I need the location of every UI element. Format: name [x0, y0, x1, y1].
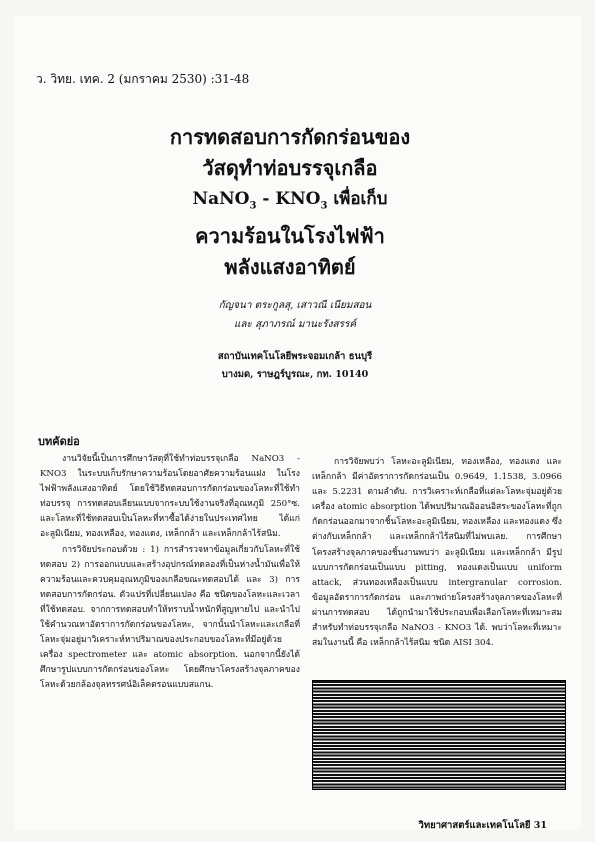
abstract-heading: บทคัดย่อ	[38, 435, 80, 448]
abstract-left-column	[40, 452, 300, 694]
title-line-4: ความร้อนในโรงไฟฟ้า	[195, 224, 385, 249]
title-line-3-end: เพื่อเก็บ	[327, 189, 388, 209]
abstract-paragraph-2: การวิจัยประกอบด้วย : 1) การสำรวจหาข้อมูลเกี่ยวกับโลหะที่ใช้ทดสอบ 2) การออกแบบและสร้างอุปกรณ์ทดลองที่เป็นห่างน้ำมันเพื่อให้ความร้อนและควบคุมอุณหภูมิของเกลือขณะทดสอบได้ และ 3) การทดสอบการกัดกร่อน. ตัวแปรที่เปลี่ยนแปลง คือ ชนิดของโลหะและเวลาที่ใช้ทดสอบ. จากการทดสอบทำให้ทราบน้ำหนักที่สูญหายไป และนำไปใช้คำนวณหาอัตราการกัดกร่อนของโลหะ, จากนั้นนำโลหะและเกลือที่โลหะจุ่มอยู่มาวิเคราะห์หาปริมาณของประกอบของโลหะที่มีอยู่ด้วยเครื่อง spectrometer และ atomic absorption. นอกจากนี้ยังได้ศึกษารูปแบบการกัดกร่อนของโลหะ โดยศึกษาโครงสร้างจุลภาคของโลหะด้วยกล้องจุลทรรศน์อิเล็คตรอนแบบสแกน.	[40, 544, 300, 691]
authors-line-1: กัญจนา ตระกูลสุ, เสาวณี เนียมสอน	[218, 300, 372, 311]
affiliation-line-1: สถาบันเทคโนโลยีพระจอมเกล้า ธนบุรี	[217, 351, 373, 362]
abstract-paragraph-1: งานวิจัยนี้เป็นการศึกษาวัสดุที่ใช้ทำท่อบรรจุเกลือ NaNO3 - KNO3 ในระบบเก็บรักษาความร้อนโดยอาศัยความร้อนแฝง ในโรงไฟฟ้าพลังแสงอาทิตย์ โดยใช้วิธีทดสอบการกัดกร่อนของโลหะที่ใช้ทำท่อบรรจุ การทดสอบเลียนแบบจากระบบใช้งานจริงที่อุณหภูมิ 250°ซ. และโลหะที่ใช้ทดสอบเป็นโลหะที่หาซื้อได้ง่ายในประเทศไทย ได้แก่ อะลูมิเนียม, ทองเหลือง, ทองแดง, เหล็กกล้า และเหล็กกล้าไร้สนิม.	[40, 454, 300, 540]
title-line-3	[110, 184, 470, 221]
title-line-5: พลังแสงอาทิตย์	[224, 255, 356, 280]
authors	[150, 296, 440, 334]
title-line-2: วัสดุทำท่อบรรจุเกลือ	[202, 156, 378, 180]
title-formula-2: - KNO	[256, 189, 321, 209]
authors-line-2: และ สุภาภรณ์ มานะรังสรรค์	[233, 319, 357, 330]
title-line-1: การทดสอบการกัดกร่อนของ	[169, 125, 411, 149]
striped-pattern-block	[312, 680, 566, 790]
title-subscript-1: 3	[249, 200, 257, 212]
abstract-right-column	[312, 455, 562, 651]
page-footer: วิทยาศาสตร์และเทคโนโลยี 31	[418, 820, 547, 831]
affiliation-line-2: บางมด, ราษฎร์บูรณะ, กท. 10140	[221, 369, 369, 380]
abstract-paragraph-3: การวิจัยพบว่า โลหะอะลูมิเนียม, ทองเหลือง, ทองแดง และเหล็กกล้า มีค่าอัตราการกัดกร่อนเป็น 0.9649, 1.1538, 3.0966 และ 5.2231 ตามลำดับ. การวิเคราะห์เกลือที่แต่ละโลหะจุ่มอยู่ด้วยเครื่อง atomic absorption ได้พบปริมาณอิออนอิสระของโลหะที่ถูกกัดกร่อนออกมาจากชิ้นโลหะอะลูมิเนียม, ทองเหลือง และทองแดง ซึ่งต่างกับเหล็กกล้า และเหล็กกล้าไร้สนิมที่ไม่พบเลย. การศึกษาโครงสร้างจุลภาคของชิ้นงานพบว่า อะลูมิเนียม และเหล็กกล้า มีรูปแบบการกัดกร่อนเป็นแบบ pitting, ทองแดงเป็นแบบ uniform attack, ส่วนทองเหลืองเป็นแบบ intergranular corrosion. ข้อมูลอัตราการกัดกร่อน และภาพถ่ายโครงสร้างจุลภาคของโลหะที่ผ่านการทดสอบ ได้ถูกนำมาใช้ประกอบเพื่อเลือกโลหะที่เหมาะสมสำหรับทำท่อบรรจุเกลือ NaNO3 - KNO3 ได้. พบว่าโลหะที่เหมาะสมในงานนี้ คือ เหล็กกล้าไร้สนิม ชนิด AISI 304.	[312, 457, 562, 649]
title-subscript-2: 3	[320, 200, 328, 212]
article-title	[110, 122, 470, 283]
journal-reference: ว. วิทย. เทค. 2 (มกราคม 2530) :31-48	[36, 72, 250, 86]
title-formula-1: NaNO	[192, 189, 250, 209]
affiliation	[150, 348, 440, 384]
